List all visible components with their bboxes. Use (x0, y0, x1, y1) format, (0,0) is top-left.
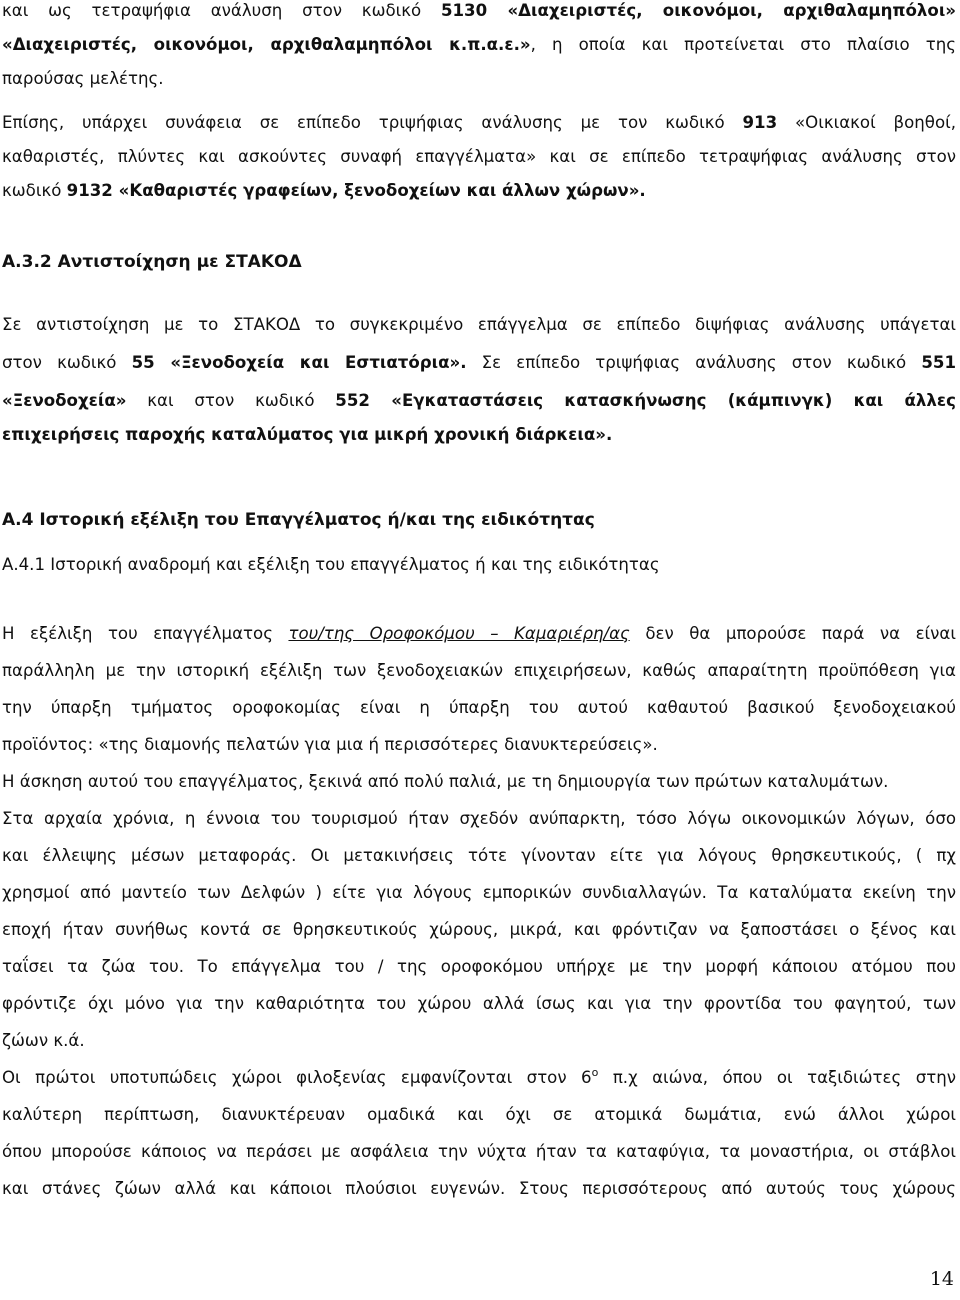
text-line: παράλληλη με την ιστορική εξέλιξη των ξενοδοχειακών επιχειρήσεων, καθώς απαραίτητη προϋπόθεση για (2, 661, 956, 680)
text-line: προϊόντος: «της διαμονής πελατών για μια ή περισσότερες διανυκτερεύσεις». (2, 735, 658, 754)
text-line: παρούσας μελέτης. (2, 69, 164, 88)
text-line: Η εξέλιξη του επαγγέλματος του/της Οροφοκόμου – Καμαριέρη/ας δεν θα μπορούσε παρά να είναι (2, 624, 956, 643)
code-9132: 9132 «Καθαριστές γραφείων, ξενοδοχείων και άλλων χώρων». (66, 181, 646, 200)
code-552: 552 «Εγκαταστάσεις κατασκήνωσης (κάμπινγκ) και άλλες (335, 391, 956, 410)
text-line: χρησμοί από μαντείο των Δελφών ) είτε για λόγους εμπορικών συνδιαλλαγών. Τα καταλύματα εκείνη την (2, 883, 956, 902)
text-line: στον κωδικό 55 «Ξενοδοχεία και Εστιατόρια». Σε επίπεδο τριψήφιας ανάλυσης στον κωδικό 551 (2, 353, 956, 372)
superscript-o: ο (591, 1066, 599, 1079)
text-line: καλύτερη περίπτωση, διανυκτέρευαν ομαδικά και όχι σε ατομικά δωμάτια, ενώ άλλοι χώροι (2, 1105, 956, 1124)
text-line: «Διαχειριστές, οικονόμοι, αρχιθαλαμηπόλοι κ.π.α.ε.», η οποία και προτείνεται στο πλαίσιο της (2, 35, 957, 54)
text-line: επιχειρήσεις παροχής καταλύματος για μικρή χρονική διάρκεια». (2, 425, 613, 444)
code-551: 551 (921, 353, 956, 372)
text-line: εποχή ήταν συνήθως κοντά σε θρησκευτικούς χώρους, μικρά, και φρόντιζαν να ξαποστάσει ο ξένος και (2, 920, 956, 939)
code-55: 55 «Ξενοδοχεία και Εστιατόρια». (131, 353, 467, 372)
stakod-paragraph (2, 308, 956, 452)
page-number: 14 (929, 1268, 954, 1290)
text-line: όπου μπορούσε κάποιος να περάσει με ασφάλεια την νύχτα ήταν τα καταφύγια, τα μοναστήρια, οι στάβλοι (2, 1142, 956, 1161)
text-line: Η άσκηση αυτού του επαγγέλματος, ξεκινά από πολύ παλιά, με τη δημιουργία των πρώτων καταλυμάτων. (2, 772, 889, 791)
code-913: 913 (742, 113, 778, 132)
text-line: Επίσης, υπάρχει συνάφεια σε επίπεδο τριψήφιας ανάλυσης με τον κωδικό 913 «Οικιακοί βοηθοί, (2, 113, 957, 132)
subsection-heading-a41: Α.4.1 Ιστορική αναδρομή και εξέλιξη του επαγγέλματος ή και της ειδικότητας (2, 555, 660, 574)
text-line: Σε αντιστοίχηση με το ΣΤΑΚΟΔ το συγκεκριμένο επάγγελμα σε επίπεδο διψήφιας ανάλυσης υπάγεται (2, 315, 956, 334)
text-line: ταΐσει τα ζώα του. Το επάγγελμα του / της οροφοκόμου υπήρχε με την μορφή κάποιου ατόμου που (2, 957, 956, 976)
section-heading-a32: Α.3.2 Αντιστοίχηση με ΣΤΑΚΟΔ (2, 252, 302, 272)
text-line: και ως τετραψήφια ανάλυση στον κωδικό 5130 «Διαχειριστές, οικονόμοι, αρχιθαλαμηπόλοι» (2, 1, 956, 20)
text-line: καθαριστές, πλύντες και ασκούντες συναφή επαγγέλματα» και σε επίπεδο τετραψήφιας ανάλυσης στον (2, 147, 956, 166)
text-line: φρόντιζε όχι μόνο για την καθαριότητα του χώρου αλλά ίσως και για την φροντίδα του φαγητού, των (2, 994, 956, 1013)
text-line: Στα αρχαία χρόνια, η έννοια του τουρισμού ήταν σχεδόν ανύπαρκτη, τόσο λόγω οικονομικών λόγων, όσο (2, 809, 956, 828)
text-line: και έλλειψης μέσων μεταφοράς. Οι μετακινήσεις τότε γίνονταν είτε για λόγους θρησκευτικούς, ( πχ (2, 846, 956, 865)
text-line: την ύπαρξη τμήματος οροφοκομίας είναι η ύπαρξη του αυτού καθαυτού βασικού ξενοδοχειακού (2, 698, 956, 717)
code-5130: 5130 «Διαχειριστές, οικονόμοι, αρχιθαλαμηπόλοι» (440, 1, 956, 20)
text-line: και στάνες ζώων αλλά και κάποιοι πλούσιοι ευγενών. Στους περισσότερους από αυτούς τους χώρους (2, 1179, 956, 1198)
intro-paragraph (2, 0, 956, 96)
history-paragraph-1 (2, 615, 956, 1207)
code-551-title: «Ξενοδοχεία» (2, 391, 127, 410)
text-line: Οι πρώτοι υποτυπώδεις χώροι φιλοξενίας εμφανίζονται στον $6^o$ π.χ αιώνα, όπου οι ταξιδιώτες στην (2, 1066, 956, 1087)
similarity-paragraph (2, 106, 956, 208)
text-line: «Ξενοδοχεία» και στον κωδικό 552 «Εγκαταστάσεις κατασκήνωσης (κάμπινγκ) και άλλες (2, 391, 956, 410)
text-line: κωδικό 9132 «Καθαριστές γραφείων, ξενοδοχείων και άλλων χώρων». (2, 181, 646, 200)
text-line: ζώων κ.ά. (2, 1031, 85, 1050)
section-heading-a4: Α.4 Ιστορική εξέλιξη του Επαγγέλματος ή/και της ειδικότητας (2, 510, 595, 530)
code-5130-title: «Διαχειριστές, οικονόμοι, αρχιθαλαμηπόλοι κ.π.α.ε.» (2, 35, 531, 54)
profession-name: του/της Οροφοκόμου – Καμαριέρη/ας (288, 624, 630, 643)
